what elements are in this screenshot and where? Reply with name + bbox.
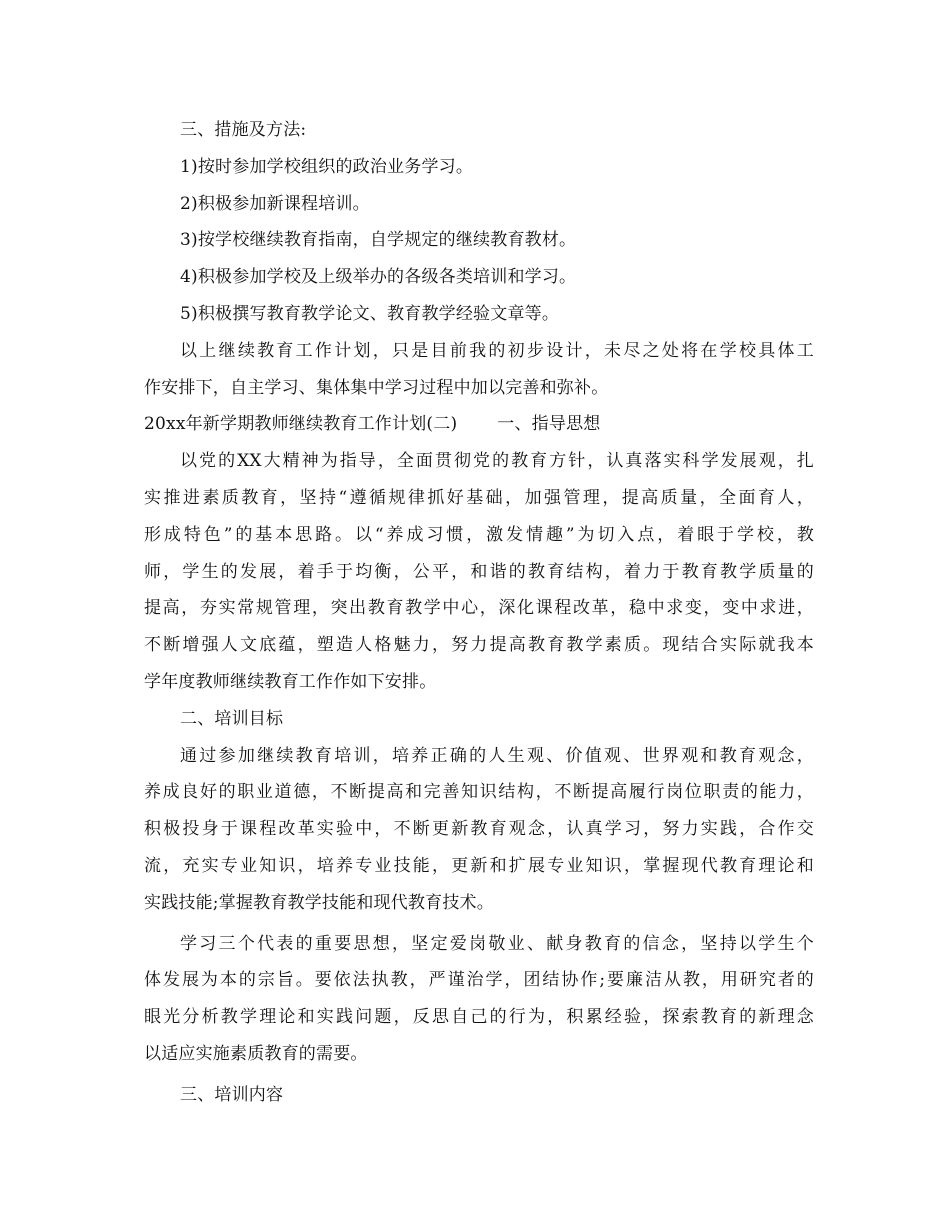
section-heading-training-goals: 二、培训目标 — [180, 708, 284, 729]
section-heading-training-content: 三、培训内容 — [180, 1084, 284, 1105]
paragraph-line: 眼光分析教学理论和实践问题，反思自己的行为，积累经验，探索教育的新理念 — [144, 1007, 814, 1028]
paragraph-line: 以适应实施素质教育的需要。 — [144, 1043, 368, 1064]
list-item: 3)按学校继续教育指南，自学规定的继续教育教材。 — [180, 230, 577, 251]
list-item: 2)积极参加新课程培训。 — [180, 193, 370, 214]
paragraph-line: 以党的XX大精神为指导，全面贯彻党的教育方针，认真落实科学发展观，扎 — [180, 451, 814, 472]
paragraph-line: 体发展为本的宗旨。要依法执教，严谨治学，团结协作;要廉洁从教，用研究者的 — [144, 970, 814, 991]
paragraph-line: 实践技能;掌握教育教学技能和现代教育技术。 — [144, 892, 494, 913]
paragraph-line: 实推进素质教育，坚持“遵循规律抓好基础，加强管理，提高质量，全面育人， — [144, 487, 814, 508]
paragraph-line: 提高，夯实常规管理，突出教育教学中心，深化课程改革，稳中求变，变中求进， — [144, 598, 814, 619]
paragraph-line: 形成特色”的基本思路。以“养成习惯，激发情趣”为切入点，着眼于学校，教 — [144, 524, 814, 545]
paragraph-line: 以上继续教育工作计划，只是目前我的初步设计，未尽之处将在学校具体工 — [180, 340, 814, 361]
list-item: 1)按时参加学校组织的政治业务学习。 — [180, 156, 474, 177]
paragraph-line: 积极投身于课程改革实验中，不断更新教育观念，认真学习，努力实践，合作交 — [144, 819, 814, 840]
paragraph-line: 师，学生的发展，着手于均衡，公平，和谐的教育结构，着力于教育教学质量的 — [144, 561, 814, 582]
paragraph-line: 作安排下，自主学习、集体集中学习过程中加以完善和弥补。 — [144, 377, 609, 398]
plan-title-row — [144, 406, 814, 443]
paragraph-line: 流，充实专业知识，培养专业技能，更新和扩展专业知识，掌握现代教育理论和 — [144, 855, 814, 876]
section-heading-measures: 三、措施及方法: — [180, 120, 307, 140]
paragraph-line: 学习三个代表的重要思想，坚定爱岗敬业、献身教育的信念，坚持以学生个 — [180, 933, 814, 954]
document-body — [144, 112, 814, 1114]
section-heading-guiding-ideology: 一、指导思想 — [497, 414, 601, 435]
paragraph-line: 通过参加继续教育培训，培养正确的人生观、价值观、世界观和教育观念， — [180, 745, 814, 766]
paragraph-line: 养成良好的职业道德，不断提高和完善知识结构，不断提高履行岗位职责的能力， — [144, 782, 814, 803]
paragraph-line: 学年度教师继续教育工作作如下安排。 — [144, 671, 437, 692]
list-item: 5)积极撰写教育教学论文、教育教学经验文章等。 — [180, 303, 560, 324]
plan-title: 20xx年新学期教师继续教育工作计划(二) — [144, 414, 458, 435]
list-item: 4)积极参加学校及上级举办的各级各类培训和学习。 — [180, 267, 577, 288]
paragraph-line: 不断增强人文底蕴，塑造人格魅力，努力提高教育教学素质。现结合实际就我本 — [144, 635, 814, 656]
